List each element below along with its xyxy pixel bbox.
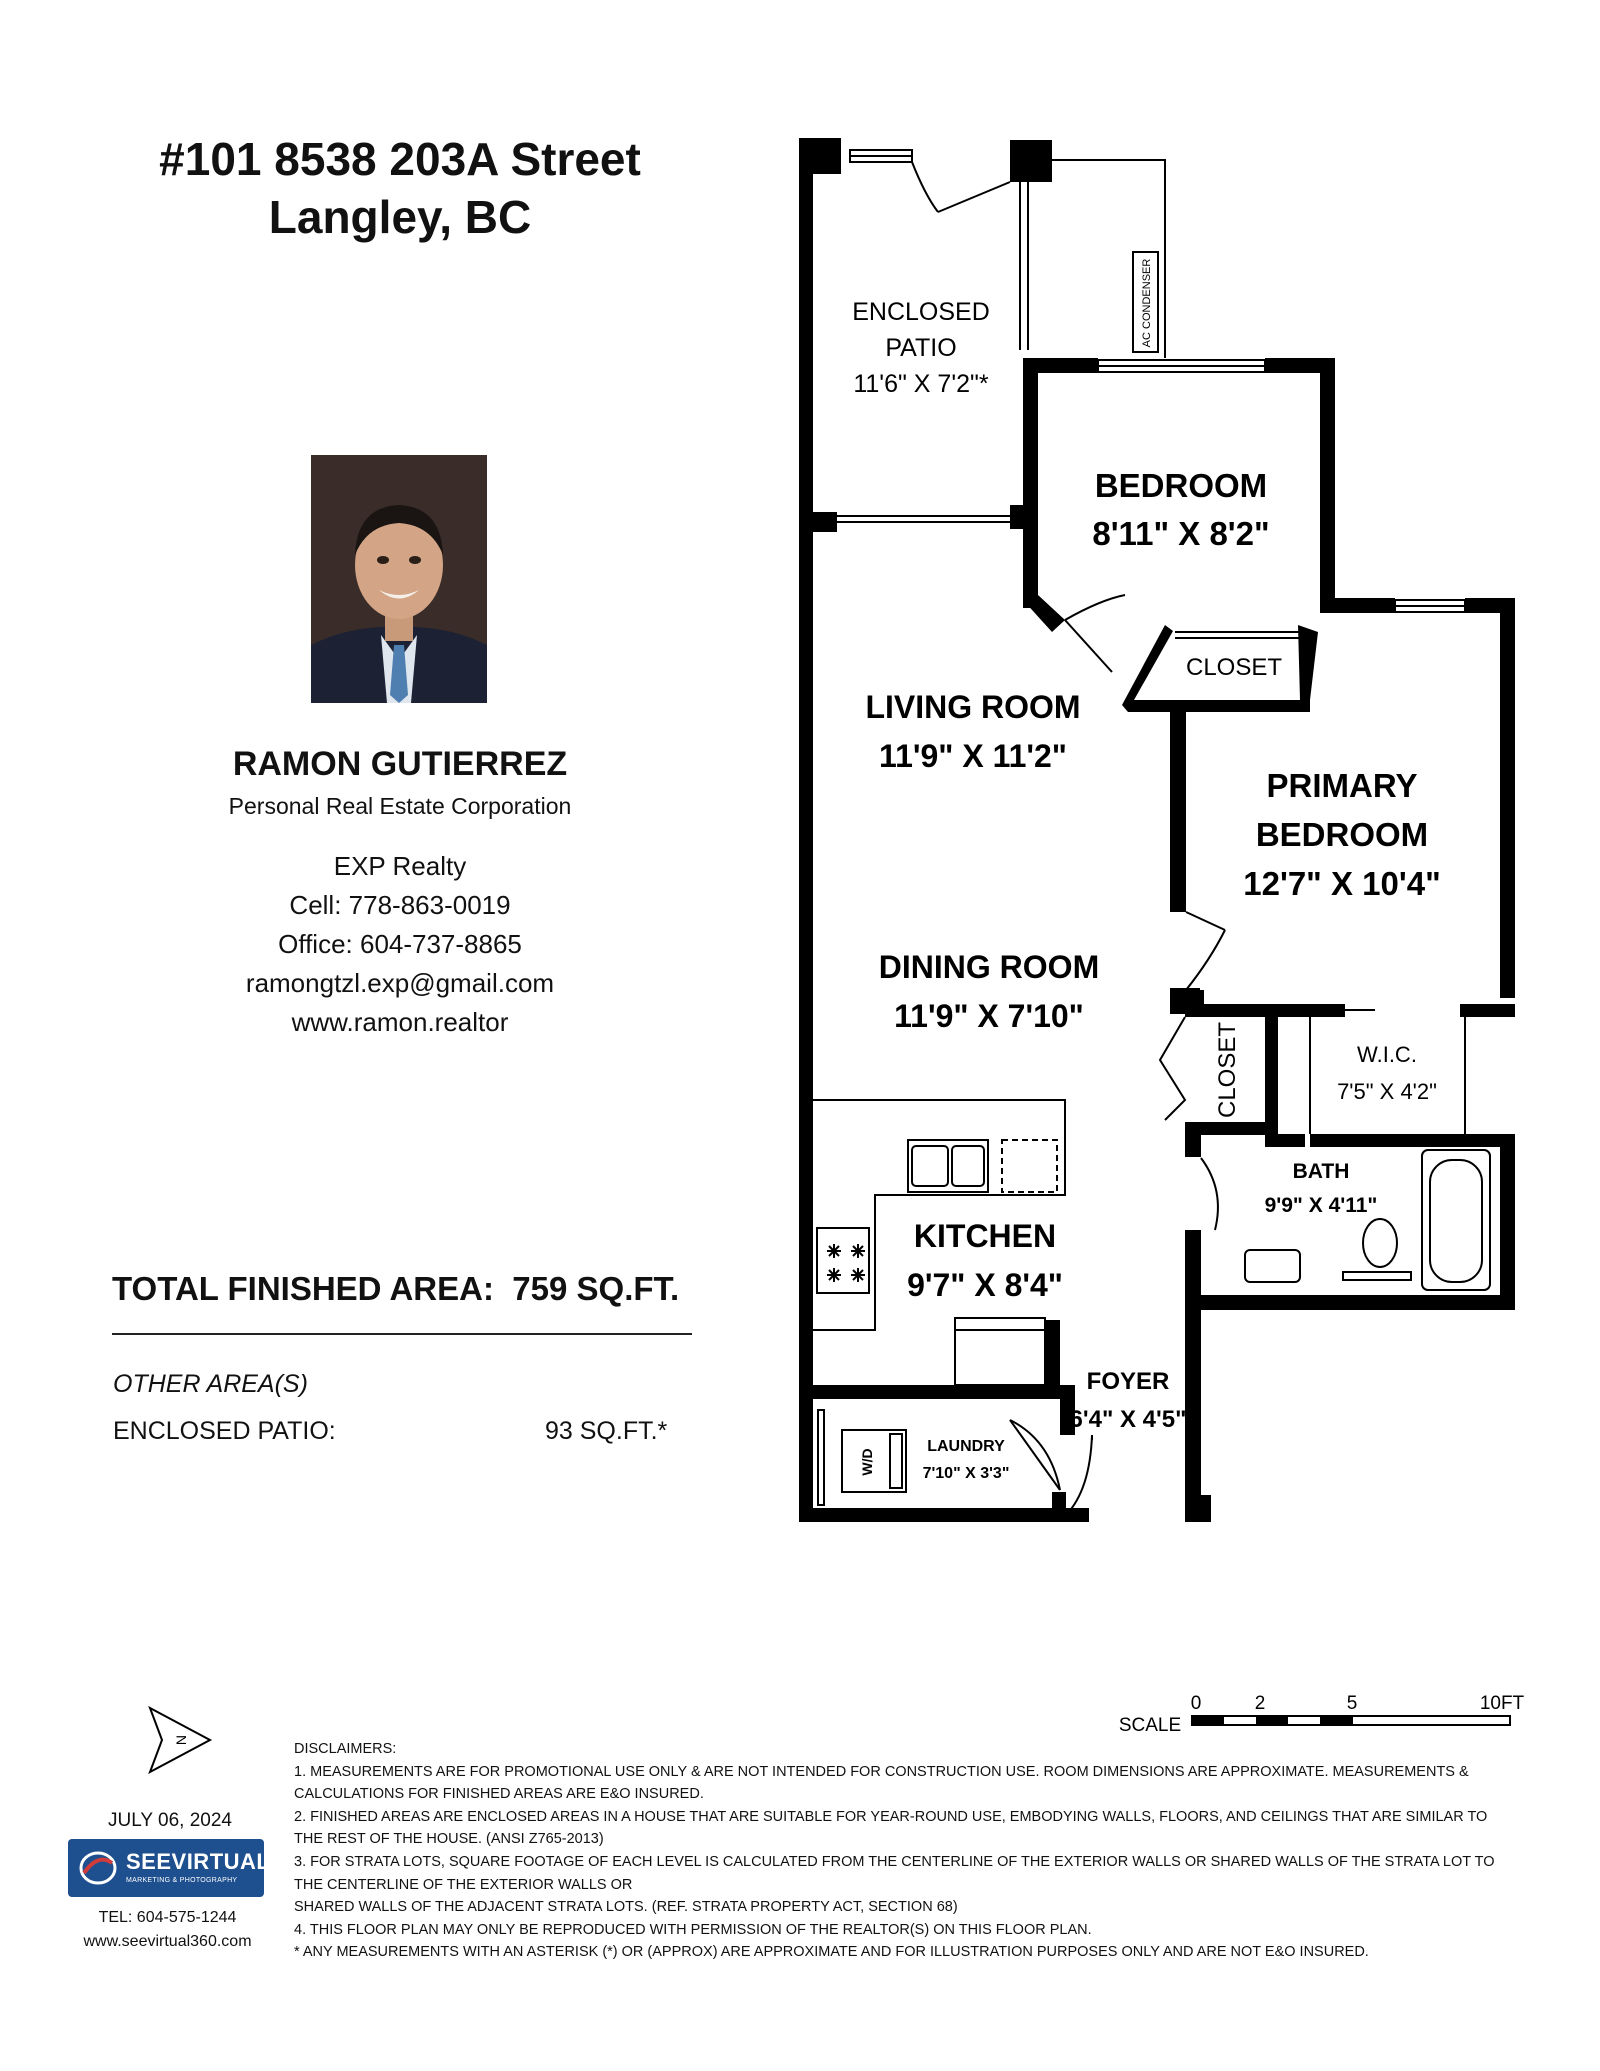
footer-tel: TEL: 604-575-1244 [98,1909,237,1926]
patio-dimensions: 11'6" X 7'2"* [853,370,989,398]
disclaimer-line: CALCULATIONS FOR FINISHED AREAS ARE E&O INSURED. [294,1786,704,1803]
living-room-dimensions: 11'9" X 11'2" [879,738,1067,774]
swirl-icon [78,1849,118,1887]
primary-bedroom-label-line2: BEDROOM [1255,816,1429,853]
plan-date: JULY 06, 2024 [108,1810,232,1831]
laundry-label: LAUNDRY [927,1438,1005,1455]
disclaimers [294,1738,1534,1964]
primary-bedroom-dimensions: 12'7" X 10'4" [1243,865,1441,902]
agent-office: Office: 604-737-8865 [278,929,522,959]
scale-tick-0: 0 [1190,1693,1202,1714]
patio-label-line2: PATIO [885,334,957,362]
north-label: N [173,1734,189,1746]
logo-name: SEEVIRTUAL [126,1849,271,1874]
disclaimer-line: THE CENTERLINE OF THE EXTERIOR WALLS OR [294,1876,633,1893]
disclaimer-line: 3. FOR STRATA LOTS, SQUARE FOOTAGE OF EACH LEVEL IS CALCULATED FROM THE CENTERLINE OF THE EXTERIOR WALLS OR SHARED WALLS OF THE STRATA LOT TO [294,1853,1495,1870]
agent-website[interactable]: www.ramon.realtor [291,1007,509,1037]
total-area-value: 759 SQ.FT. [512,1270,680,1307]
patio-label-line1: ENCLOSED [852,298,990,326]
kitchen-label: KITCHEN [913,1218,1057,1254]
bath-dimensions: 9'9" X 4'11" [1264,1194,1378,1217]
scale-bar [1119,1693,1525,1736]
address-line-1: #101 8538 203A Street [159,133,641,185]
stove-burners [827,1244,865,1282]
living-room-label: LIVING ROOM [865,689,1081,725]
logo-tagline: MARKETING & PHOTOGRAPHY [126,1877,238,1884]
agent-name: RAMON GUTIERREZ [232,745,568,783]
agent-title: Personal Real Estate Corporation [228,793,572,819]
wic-dimensions: 7'5" X 4'2" [1337,1079,1437,1104]
other-areas-heading: OTHER AREA(S) [113,1370,308,1398]
disclaimer-line: DISCLAIMERS: [294,1741,397,1757]
agent-cell: Cell: 778-863-0019 [289,890,511,920]
disclaimer-line: 1. MEASUREMENTS ARE FOR PROMOTIONAL USE ONLY & ARE NOT INTENDED FOR CONSTRUCTION USE. ROOM DIMENSIONS ARE APPROXIMATE. MEASUREMENTS & [294,1763,1469,1780]
seevirtual-logo [68,1839,271,1897]
bedroom-label: BEDROOM [1094,467,1268,504]
disclaimer-line: * ANY MEASUREMENTS WITH AN ASTERISK (*) OR (APPROX) ARE APPROXIMATE AND FOR ILLUSTRATION PURPOSES ONLY AND ARE NOT E&O INSURED. [294,1944,1369,1961]
closet-label-side: CLOSET [1214,1021,1241,1119]
primary-bedroom-label-line1: PRIMARY [1266,767,1418,804]
agent-brokerage: EXP Realty [333,851,467,881]
scale-tick-5: 5 [1346,1693,1358,1714]
laundry-dimensions: 7'10" X 3'3" [922,1465,1010,1482]
scale-tick-2: 2 [1254,1693,1266,1714]
scale-tick-10: 10FT [1479,1693,1525,1714]
bath-label: BATH [1292,1160,1350,1183]
bedroom-dimensions: 8'11" X 8'2" [1092,515,1270,552]
ac-condenser-label: AC CONDENSER [1141,258,1153,348]
total-area-label: TOTAL FINISHED AREA: [112,1270,494,1307]
kitchen-dimensions: 9'7" X 8'4" [907,1267,1063,1303]
disclaimer-line: SHARED WALLS OF THE ADJACENT STRATA LOTS. (REF. STRATA PROPERTY ACT, SECTION 68) [294,1899,958,1916]
enclosed-patio-area-value: 93 SQ.FT.* [545,1417,668,1445]
footer-website[interactable]: www.seevirtual360.com [83,1933,252,1950]
dining-room-dimensions: 11'9" X 7'10" [894,998,1084,1034]
scale-label: SCALE [1118,1715,1182,1736]
washer-dryer-label: W/D [859,1448,875,1476]
disclaimer-line: 2. FINISHED AREAS ARE ENCLOSED AREAS IN A HOUSE THAT ARE SUITABLE FOR YEAR-ROUND USE, EMBODYING WALLS, FLOORS, AND CEILINGS THAT ARE SIMILAR TO [294,1808,1488,1825]
footer-contact [60,1906,275,1954]
agent-email[interactable]: ramongtzl.exp@gmail.com [245,968,555,998]
north-arrow-icon [150,1708,210,1772]
dining-room-label: DINING ROOM [878,949,1100,985]
disclaimer-line: THE REST OF THE HOUSE. (ANSI Z765-2013) [294,1831,604,1848]
foyer-dimensions: 6'4" X 4'5" [1069,1406,1187,1433]
closet-label-top: CLOSET [1185,654,1283,681]
disclaimer-line: 4. THIS FLOOR PLAN MAY ONLY BE REPRODUCED WITH PERMISSION OF THE REALTOR(S) ON THIS FLOOR PLAN. [294,1921,1092,1938]
enclosed-patio-area-label: ENCLOSED PATIO: [113,1417,336,1445]
foyer-label: FOYER [1086,1368,1170,1395]
wic-label: W.I.C. [1357,1042,1417,1067]
address-line-2: Langley, BC [268,191,532,243]
